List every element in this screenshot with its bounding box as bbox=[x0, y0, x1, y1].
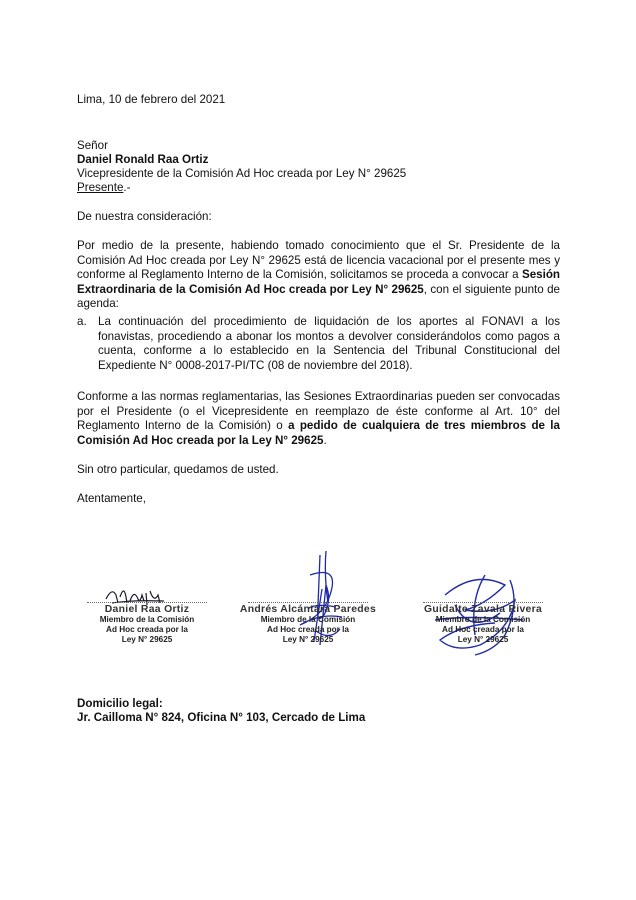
request-highlight: a pedido de cualquiera de tres miembros de la Comisión Ad Hoc creada por la Ley N° 29625 bbox=[77, 419, 560, 447]
signatory-role-line3: Ley N° 29625 bbox=[282, 635, 334, 644]
signature-block-2 bbox=[233, 602, 383, 645]
signatory-role-line2: Ad Hoc creada por la bbox=[442, 625, 524, 634]
presente-suffix: .- bbox=[123, 181, 131, 194]
signature-line bbox=[248, 602, 368, 603]
paragraph-intro-end: , con el siguiente punto de agenda: bbox=[77, 282, 560, 311]
session-highlight: Sesión Extraordinaria de la Comisión Ad Hoc creada por Ley N° 29625 bbox=[77, 268, 560, 296]
signature-block-1 bbox=[72, 602, 222, 645]
signatory-role-line3: Ley N° 29625 bbox=[457, 635, 509, 644]
signature-line bbox=[87, 602, 207, 603]
salutation-title: Señor bbox=[77, 139, 108, 152]
signatory-role-line2: Ad Hoc creada por la bbox=[267, 625, 349, 634]
signature-block-3 bbox=[408, 602, 558, 645]
signatory-role-line1: Miembro de la Comisión bbox=[435, 615, 531, 624]
footer-label: Domicilio legal: bbox=[77, 697, 163, 710]
signatory-role-line2: Ad Hoc creada por la bbox=[106, 625, 188, 634]
paragraph-rules-end: . bbox=[323, 433, 327, 447]
place-date: Lima, 10 de febrero del 2021 bbox=[77, 93, 226, 106]
agenda-marker: a. bbox=[77, 315, 87, 328]
agenda-item: La continuación del procedimiento de liquidación de los aportes al FONAVI a los fonavistas, procediendo a abonar los montos a devolver considerándolos como pagos a cuenta, conforme a lo establecido en la Sentencia del Tribunal Constitucional del Expediente N° 0008-2017-PI/TC (08 de noviembre del 2018). bbox=[98, 315, 560, 372]
paragraph-intro-text: Por medio de la presente, habiendo tomado conocimiento que el Sr. Presidente de la Comisión Ad Hoc creada por Ley N° 29625 está de licencia vacacional por el presente mes y conforme al Reglamento Interno de la Comisión, solicitamos se proceda a convocar a bbox=[77, 239, 560, 282]
signatory-role-line1: Miembro de la Comisión bbox=[260, 615, 356, 624]
presente-word: Presente bbox=[77, 181, 124, 194]
signatory-name: Daniel Raa Ortiz bbox=[104, 604, 190, 615]
closing-signoff: Atentamente, bbox=[77, 492, 146, 505]
footer-address: Jr. Cailloma N° 824, Oficina N° 103, Cercado de Lima bbox=[77, 711, 366, 724]
paragraph-rules-text: Conforme a las normas reglamentarias, las Sesiones Extraordinarias pueden ser convocadas por el Presidente (o el Vicepresidente en reemplazo de éste conforme al Art. 10° del Reglamento Interno de la Comisión) o bbox=[77, 390, 560, 433]
signatory-role-line3: Ley N° 29625 bbox=[121, 635, 173, 644]
recipient-name: Daniel Ronald Raa Ortiz bbox=[77, 153, 209, 166]
paragraph-intro bbox=[77, 239, 560, 312]
closing-line: Sin otro particular, quedamos de usted. bbox=[77, 463, 279, 476]
recipient-role: Vicepresidente de la Comisión Ad Hoc creada por Ley N° 29625 bbox=[77, 167, 407, 180]
signatory-role-line1: Miembro de la Comisión bbox=[99, 615, 195, 624]
paragraph-rules bbox=[77, 390, 560, 448]
signature-line bbox=[423, 602, 543, 603]
signatory-name: Andrés Alcántara Paredes bbox=[239, 604, 377, 615]
recipient-presente bbox=[77, 181, 131, 196]
signatory-name: Guidalte Zavala Rivera bbox=[423, 604, 543, 615]
greeting: De nuestra consideración: bbox=[77, 210, 212, 223]
